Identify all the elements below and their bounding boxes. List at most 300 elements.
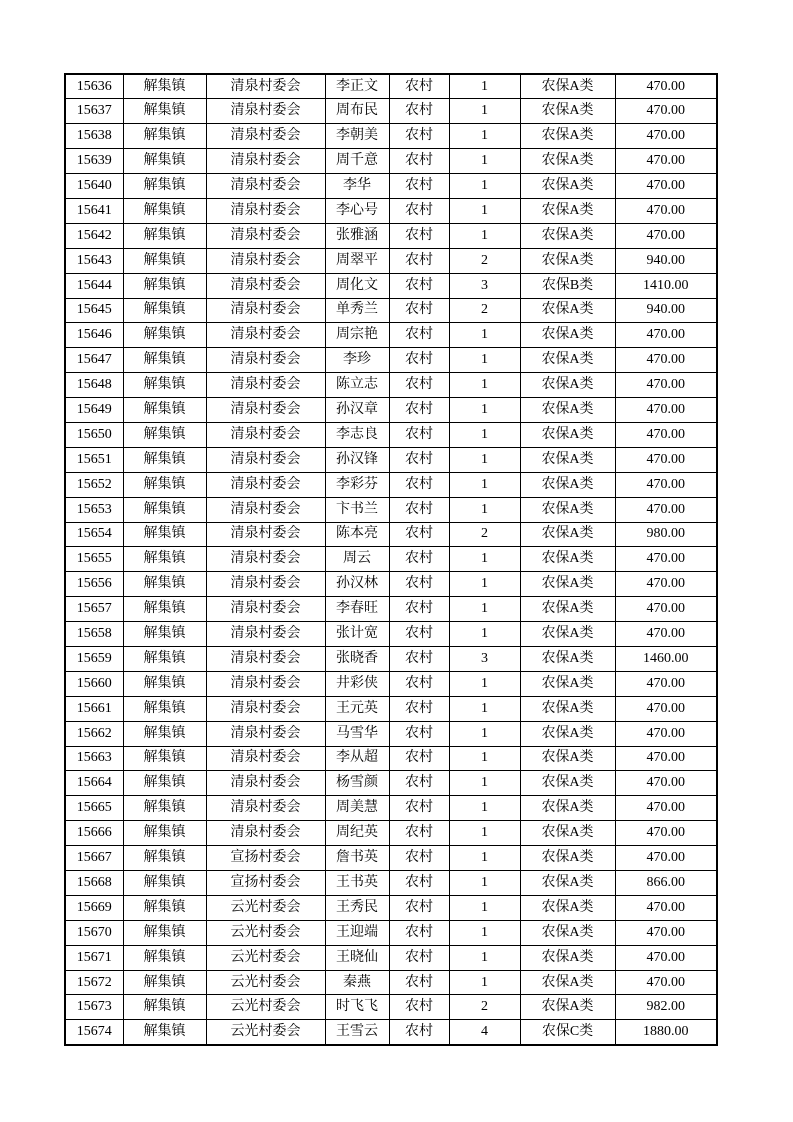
cell-village: 云光村委会	[206, 970, 325, 995]
cell-village: 清泉村委会	[206, 821, 325, 846]
cell-residence_type: 农村	[389, 348, 449, 373]
cell-town: 解集镇	[123, 746, 206, 771]
cell-amount: 470.00	[615, 472, 717, 497]
table-row	[65, 671, 717, 696]
cell-residence_type: 农村	[389, 124, 449, 149]
cell-town: 解集镇	[123, 174, 206, 199]
cell-person_count: 1	[449, 373, 520, 398]
cell-insurance_category: 农保A类	[520, 149, 615, 174]
table-row	[65, 99, 717, 124]
cell-village: 云光村委会	[206, 1020, 325, 1045]
cell-id: 15655	[65, 547, 123, 572]
cell-village: 清泉村委会	[206, 447, 325, 472]
table-row	[65, 597, 717, 622]
cell-insurance_category: 农保A类	[520, 522, 615, 547]
cell-name: 单秀兰	[325, 298, 389, 323]
cell-name: 王雪云	[325, 1020, 389, 1045]
cell-person_count: 3	[449, 646, 520, 671]
cell-name: 孙汉章	[325, 398, 389, 423]
cell-name: 张雅涵	[325, 223, 389, 248]
cell-insurance_category: 农保A类	[520, 821, 615, 846]
cell-name: 张计宽	[325, 622, 389, 647]
cell-town: 解集镇	[123, 522, 206, 547]
cell-amount: 470.00	[615, 373, 717, 398]
cell-name: 李朝美	[325, 124, 389, 149]
cell-amount: 470.00	[615, 99, 717, 124]
cell-residence_type: 农村	[389, 771, 449, 796]
cell-village: 清泉村委会	[206, 422, 325, 447]
table-row	[65, 522, 717, 547]
table-row	[65, 174, 717, 199]
cell-village: 清泉村委会	[206, 597, 325, 622]
cell-id: 15647	[65, 348, 123, 373]
cell-person_count: 1	[449, 174, 520, 199]
cell-name: 李彩芬	[325, 472, 389, 497]
cell-amount: 470.00	[615, 945, 717, 970]
cell-insurance_category: 农保A类	[520, 174, 615, 199]
cell-name: 周千意	[325, 149, 389, 174]
cell-village: 宣扬村委会	[206, 846, 325, 871]
cell-amount: 470.00	[615, 174, 717, 199]
cell-insurance_category: 农保A类	[520, 422, 615, 447]
table-row	[65, 746, 717, 771]
cell-residence_type: 农村	[389, 422, 449, 447]
cell-town: 解集镇	[123, 945, 206, 970]
cell-residence_type: 农村	[389, 99, 449, 124]
cell-amount: 470.00	[615, 422, 717, 447]
cell-town: 解集镇	[123, 273, 206, 298]
cell-name: 秦燕	[325, 970, 389, 995]
cell-id: 15660	[65, 671, 123, 696]
cell-person_count: 1	[449, 447, 520, 472]
cell-town: 解集镇	[123, 895, 206, 920]
cell-person_count: 1	[449, 198, 520, 223]
cell-person_count: 1	[449, 323, 520, 348]
cell-insurance_category: 农保A类	[520, 920, 615, 945]
cell-insurance_category: 农保A类	[520, 248, 615, 273]
cell-residence_type: 农村	[389, 149, 449, 174]
cell-id: 15637	[65, 99, 123, 124]
cell-id: 15648	[65, 373, 123, 398]
cell-residence_type: 农村	[389, 74, 449, 99]
cell-residence_type: 农村	[389, 497, 449, 522]
cell-id: 15645	[65, 298, 123, 323]
cell-amount: 470.00	[615, 696, 717, 721]
cell-insurance_category: 农保A类	[520, 323, 615, 348]
cell-id: 15639	[65, 149, 123, 174]
cell-insurance_category: 农保A类	[520, 671, 615, 696]
cell-person_count: 1	[449, 945, 520, 970]
cell-town: 解集镇	[123, 796, 206, 821]
cell-name: 陈本亮	[325, 522, 389, 547]
cell-name: 李珍	[325, 348, 389, 373]
table-row	[65, 273, 717, 298]
cell-residence_type: 农村	[389, 472, 449, 497]
table-body	[65, 74, 717, 1045]
cell-name: 陈立志	[325, 373, 389, 398]
cell-village: 清泉村委会	[206, 348, 325, 373]
cell-person_count: 1	[449, 472, 520, 497]
table-row	[65, 323, 717, 348]
cell-amount: 470.00	[615, 970, 717, 995]
cell-residence_type: 农村	[389, 895, 449, 920]
cell-town: 解集镇	[123, 547, 206, 572]
cell-name: 周化文	[325, 273, 389, 298]
cell-id: 15669	[65, 895, 123, 920]
table-row	[65, 497, 717, 522]
cell-amount: 470.00	[615, 572, 717, 597]
cell-id: 15638	[65, 124, 123, 149]
cell-residence_type: 农村	[389, 871, 449, 896]
table-row	[65, 472, 717, 497]
cell-id: 15665	[65, 796, 123, 821]
cell-amount: 470.00	[615, 920, 717, 945]
cell-id: 15667	[65, 846, 123, 871]
cell-insurance_category: 农保A类	[520, 696, 615, 721]
cell-person_count: 4	[449, 1020, 520, 1045]
cell-name: 张晓香	[325, 646, 389, 671]
insurance-roster-table	[64, 73, 718, 1046]
table-row	[65, 149, 717, 174]
cell-id: 15652	[65, 472, 123, 497]
cell-residence_type: 农村	[389, 646, 449, 671]
cell-amount: 470.00	[615, 223, 717, 248]
cell-insurance_category: 农保A类	[520, 298, 615, 323]
cell-id: 15646	[65, 323, 123, 348]
cell-town: 解集镇	[123, 447, 206, 472]
table-row	[65, 646, 717, 671]
cell-insurance_category: 农保A类	[520, 398, 615, 423]
cell-person_count: 1	[449, 124, 520, 149]
cell-name: 周翠平	[325, 248, 389, 273]
cell-amount: 470.00	[615, 497, 717, 522]
cell-name: 周纪英	[325, 821, 389, 846]
table-row	[65, 771, 717, 796]
table-row	[65, 447, 717, 472]
cell-village: 清泉村委会	[206, 273, 325, 298]
cell-village: 清泉村委会	[206, 572, 325, 597]
cell-village: 清泉村委会	[206, 373, 325, 398]
cell-residence_type: 农村	[389, 547, 449, 572]
cell-insurance_category: 农保A类	[520, 771, 615, 796]
cell-id: 15671	[65, 945, 123, 970]
cell-town: 解集镇	[123, 572, 206, 597]
cell-amount: 470.00	[615, 198, 717, 223]
cell-amount: 470.00	[615, 746, 717, 771]
cell-village: 清泉村委会	[206, 796, 325, 821]
cell-id: 15673	[65, 995, 123, 1020]
cell-village: 清泉村委会	[206, 721, 325, 746]
cell-insurance_category: 农保A类	[520, 871, 615, 896]
cell-person_count: 1	[449, 671, 520, 696]
table-row	[65, 124, 717, 149]
cell-village: 清泉村委会	[206, 547, 325, 572]
cell-village: 清泉村委会	[206, 472, 325, 497]
table-row	[65, 622, 717, 647]
table-row	[65, 223, 717, 248]
cell-town: 解集镇	[123, 771, 206, 796]
cell-name: 李心号	[325, 198, 389, 223]
cell-village: 清泉村委会	[206, 497, 325, 522]
cell-residence_type: 农村	[389, 298, 449, 323]
cell-residence_type: 农村	[389, 746, 449, 771]
cell-residence_type: 农村	[389, 945, 449, 970]
cell-name: 周布民	[325, 99, 389, 124]
table-row	[65, 74, 717, 99]
cell-id: 15651	[65, 447, 123, 472]
cell-insurance_category: 农保A类	[520, 746, 615, 771]
table-row	[65, 373, 717, 398]
cell-person_count: 2	[449, 522, 520, 547]
cell-person_count: 1	[449, 970, 520, 995]
cell-village: 清泉村委会	[206, 622, 325, 647]
cell-amount: 470.00	[615, 821, 717, 846]
cell-town: 解集镇	[123, 124, 206, 149]
cell-insurance_category: 农保A类	[520, 995, 615, 1020]
table-row	[65, 821, 717, 846]
cell-residence_type: 农村	[389, 920, 449, 945]
cell-name: 孙汉林	[325, 572, 389, 597]
cell-village: 清泉村委会	[206, 746, 325, 771]
cell-name: 周宗艳	[325, 323, 389, 348]
cell-residence_type: 农村	[389, 373, 449, 398]
cell-name: 杨雪颜	[325, 771, 389, 796]
table-row	[65, 348, 717, 373]
cell-id: 15666	[65, 821, 123, 846]
cell-id: 15657	[65, 597, 123, 622]
cell-person_count: 1	[449, 771, 520, 796]
cell-amount: 470.00	[615, 771, 717, 796]
cell-amount: 980.00	[615, 522, 717, 547]
cell-person_count: 2	[449, 248, 520, 273]
cell-id: 15636	[65, 74, 123, 99]
cell-town: 解集镇	[123, 846, 206, 871]
cell-town: 解集镇	[123, 871, 206, 896]
cell-residence_type: 农村	[389, 721, 449, 746]
cell-town: 解集镇	[123, 821, 206, 846]
cell-insurance_category: 农保A类	[520, 99, 615, 124]
cell-residence_type: 农村	[389, 522, 449, 547]
cell-town: 解集镇	[123, 422, 206, 447]
table-row	[65, 995, 717, 1020]
cell-insurance_category: 农保A类	[520, 646, 615, 671]
table-row	[65, 422, 717, 447]
cell-id: 15659	[65, 646, 123, 671]
cell-village: 清泉村委会	[206, 771, 325, 796]
cell-amount: 470.00	[615, 447, 717, 472]
cell-village: 清泉村委会	[206, 223, 325, 248]
cell-id: 15653	[65, 497, 123, 522]
cell-insurance_category: 农保A类	[520, 622, 615, 647]
cell-insurance_category: 农保A类	[520, 198, 615, 223]
cell-name: 李从超	[325, 746, 389, 771]
cell-residence_type: 农村	[389, 447, 449, 472]
cell-name: 王晓仙	[325, 945, 389, 970]
cell-person_count: 3	[449, 273, 520, 298]
cell-person_count: 1	[449, 348, 520, 373]
table-row	[65, 796, 717, 821]
cell-town: 解集镇	[123, 646, 206, 671]
cell-name: 王迎端	[325, 920, 389, 945]
cell-person_count: 1	[449, 796, 520, 821]
cell-village: 宣扬村委会	[206, 871, 325, 896]
table-row	[65, 945, 717, 970]
table-row	[65, 871, 717, 896]
cell-person_count: 1	[449, 497, 520, 522]
cell-village: 清泉村委会	[206, 323, 325, 348]
cell-person_count: 1	[449, 696, 520, 721]
cell-amount: 470.00	[615, 149, 717, 174]
cell-person_count: 1	[449, 721, 520, 746]
cell-amount: 470.00	[615, 671, 717, 696]
cell-id: 15643	[65, 248, 123, 273]
cell-person_count: 1	[449, 398, 520, 423]
cell-village: 清泉村委会	[206, 248, 325, 273]
cell-id: 15642	[65, 223, 123, 248]
cell-amount: 470.00	[615, 721, 717, 746]
table-row	[65, 198, 717, 223]
cell-insurance_category: 农保A类	[520, 970, 615, 995]
cell-name: 井彩侠	[325, 671, 389, 696]
cell-name: 卞书兰	[325, 497, 389, 522]
cell-insurance_category: 农保B类	[520, 273, 615, 298]
cell-person_count: 1	[449, 895, 520, 920]
table-row	[65, 970, 717, 995]
cell-town: 解集镇	[123, 497, 206, 522]
cell-id: 15670	[65, 920, 123, 945]
cell-name: 王元英	[325, 696, 389, 721]
cell-id: 15672	[65, 970, 123, 995]
cell-residence_type: 农村	[389, 597, 449, 622]
cell-id: 15649	[65, 398, 123, 423]
cell-insurance_category: 农保A类	[520, 895, 615, 920]
cell-insurance_category: 农保C类	[520, 1020, 615, 1045]
cell-town: 解集镇	[123, 373, 206, 398]
cell-town: 解集镇	[123, 248, 206, 273]
cell-amount: 470.00	[615, 124, 717, 149]
cell-amount: 982.00	[615, 995, 717, 1020]
cell-person_count: 1	[449, 74, 520, 99]
cell-town: 解集镇	[123, 671, 206, 696]
cell-insurance_category: 农保A类	[520, 472, 615, 497]
table-row	[65, 721, 717, 746]
cell-residence_type: 农村	[389, 248, 449, 273]
cell-village: 云光村委会	[206, 995, 325, 1020]
cell-residence_type: 农村	[389, 821, 449, 846]
cell-residence_type: 农村	[389, 223, 449, 248]
cell-residence_type: 农村	[389, 174, 449, 199]
cell-village: 清泉村委会	[206, 124, 325, 149]
cell-insurance_category: 农保A类	[520, 547, 615, 572]
cell-insurance_category: 农保A类	[520, 373, 615, 398]
table-row	[65, 1020, 717, 1045]
cell-person_count: 1	[449, 149, 520, 174]
cell-id: 15663	[65, 746, 123, 771]
cell-insurance_category: 农保A类	[520, 597, 615, 622]
cell-person_count: 2	[449, 298, 520, 323]
cell-residence_type: 农村	[389, 622, 449, 647]
table-row	[65, 572, 717, 597]
cell-person_count: 1	[449, 846, 520, 871]
cell-id: 15641	[65, 198, 123, 223]
cell-person_count: 2	[449, 995, 520, 1020]
cell-name: 王秀民	[325, 895, 389, 920]
cell-residence_type: 农村	[389, 796, 449, 821]
cell-residence_type: 农村	[389, 970, 449, 995]
cell-amount: 470.00	[615, 895, 717, 920]
cell-village: 清泉村委会	[206, 298, 325, 323]
table-row	[65, 547, 717, 572]
cell-residence_type: 农村	[389, 1020, 449, 1045]
cell-insurance_category: 农保A类	[520, 497, 615, 522]
cell-town: 解集镇	[123, 398, 206, 423]
cell-name: 马雪华	[325, 721, 389, 746]
cell-town: 解集镇	[123, 995, 206, 1020]
cell-town: 解集镇	[123, 920, 206, 945]
cell-insurance_category: 农保A类	[520, 74, 615, 99]
cell-person_count: 1	[449, 223, 520, 248]
cell-person_count: 1	[449, 597, 520, 622]
cell-town: 解集镇	[123, 99, 206, 124]
table-row	[65, 696, 717, 721]
cell-id: 15662	[65, 721, 123, 746]
cell-person_count: 1	[449, 622, 520, 647]
cell-residence_type: 农村	[389, 995, 449, 1020]
cell-insurance_category: 农保A类	[520, 945, 615, 970]
cell-amount: 1460.00	[615, 646, 717, 671]
cell-insurance_category: 农保A类	[520, 223, 615, 248]
cell-id: 15640	[65, 174, 123, 199]
cell-amount: 470.00	[615, 846, 717, 871]
cell-town: 解集镇	[123, 74, 206, 99]
cell-amount: 470.00	[615, 622, 717, 647]
cell-amount: 470.00	[615, 348, 717, 373]
cell-name: 李华	[325, 174, 389, 199]
cell-id: 15661	[65, 696, 123, 721]
cell-id: 15664	[65, 771, 123, 796]
table-row	[65, 248, 717, 273]
cell-town: 解集镇	[123, 348, 206, 373]
cell-town: 解集镇	[123, 1020, 206, 1045]
cell-insurance_category: 农保A类	[520, 572, 615, 597]
cell-person_count: 1	[449, 871, 520, 896]
cell-amount: 470.00	[615, 597, 717, 622]
cell-town: 解集镇	[123, 298, 206, 323]
cell-amount: 470.00	[615, 323, 717, 348]
cell-id: 15674	[65, 1020, 123, 1045]
cell-village: 清泉村委会	[206, 522, 325, 547]
cell-id: 15644	[65, 273, 123, 298]
cell-amount: 470.00	[615, 74, 717, 99]
cell-amount: 470.00	[615, 398, 717, 423]
cell-id: 15654	[65, 522, 123, 547]
cell-village: 云光村委会	[206, 945, 325, 970]
cell-name: 李正文	[325, 74, 389, 99]
cell-village: 云光村委会	[206, 895, 325, 920]
cell-amount: 940.00	[615, 248, 717, 273]
cell-residence_type: 农村	[389, 198, 449, 223]
table-row	[65, 895, 717, 920]
cell-name: 李志良	[325, 422, 389, 447]
cell-name: 周云	[325, 547, 389, 572]
cell-town: 解集镇	[123, 721, 206, 746]
cell-insurance_category: 农保A类	[520, 124, 615, 149]
cell-insurance_category: 农保A类	[520, 846, 615, 871]
cell-insurance_category: 农保A类	[520, 721, 615, 746]
cell-town: 解集镇	[123, 597, 206, 622]
cell-name: 李春旺	[325, 597, 389, 622]
cell-village: 清泉村委会	[206, 74, 325, 99]
